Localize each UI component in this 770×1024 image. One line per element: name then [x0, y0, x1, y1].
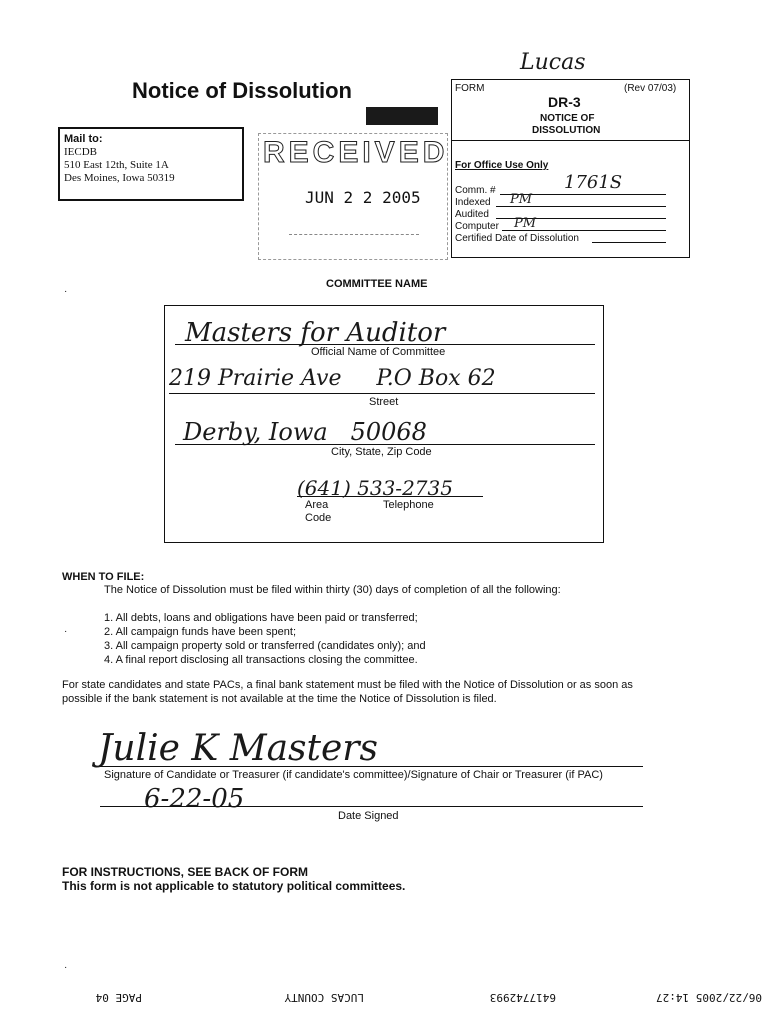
not-applicable-note: This form is not applicable to statutory political committees. — [62, 879, 406, 893]
phone-value: (641) 533-2735 — [297, 476, 453, 500]
state-note-line1: For state candidates and state PACs, a final bank statement must be filed with the Notice of Dissolution or as soon as — [62, 679, 633, 691]
office-use-heading: For Office Use Only — [455, 160, 549, 171]
stamp-word: RECEIVED — [263, 136, 449, 169]
audited-label: Audited — [455, 209, 489, 220]
form-info-box — [451, 79, 690, 258]
county-signature: Lucas — [520, 50, 586, 75]
street-caption: Street — [369, 396, 399, 408]
fax-header — [0, 986, 770, 1006]
comm-label: Comm. # — [455, 185, 496, 196]
indexed-initials: PM — [510, 192, 533, 207]
telephone-caption: Telephone — [383, 499, 434, 511]
fax-page: PAGE 04 — [95, 991, 142, 1004]
state-note-line2: possible if the bank statement is not available at the time the Notice of Dissolution is filed. — [62, 693, 497, 705]
mail-to-box — [58, 127, 244, 201]
handwritten-signature: Julie K Masters — [98, 728, 378, 769]
date-signed-caption: Date Signed — [338, 810, 399, 822]
list-item: 4. A final report disclosing all transactions closing the committee. — [104, 654, 418, 666]
fax-timestamp: 06/22/2005 14:27 — [656, 991, 762, 1004]
city-caption: City, State, Zip Code — [331, 446, 432, 458]
area-code-caption-1: Area — [305, 499, 329, 511]
area-code-caption-2: Code — [305, 512, 332, 524]
comm-number: 1761S — [564, 172, 623, 193]
when-to-file-intro: The Notice of Dissolution must be filed within thirty (30) days of completion of all the following: — [104, 584, 561, 596]
committee-section-title: COMMITTEE NAME — [326, 278, 428, 290]
mail-to-line1: IECDB — [64, 146, 97, 158]
stamp-date: JUN 2 2 2005 — [305, 188, 421, 207]
certified-date-label: Certified Date of Dissolution — [455, 233, 579, 244]
form-subtitle-1: NOTICE OF — [540, 113, 595, 124]
form-code: DR-3 — [548, 94, 581, 110]
mail-to-line3: Des Moines, Iowa 50319 — [64, 172, 175, 184]
fax-number: 6417742993 — [489, 991, 556, 1004]
committee-box — [164, 305, 604, 543]
redaction-bar — [366, 107, 438, 125]
fax-county: LUCAS COUNTY — [284, 991, 364, 1004]
date-signed-value: 6-22-05 — [144, 784, 245, 814]
list-item: 2. All campaign funds have been spent; — [104, 626, 297, 638]
computer-label: Computer — [455, 221, 499, 232]
list-item: 1. All debts, loans and obligations have been paid or transferred; — [104, 612, 418, 624]
form-revision: (Rev 07/03) — [624, 83, 677, 94]
mail-to-heading: Mail to: — [64, 133, 103, 145]
street-value: 219 Prairie Ave P.O Box 62 — [169, 366, 496, 391]
committee-name-value: Masters for Auditor — [185, 318, 446, 348]
signature-caption: Signature of Candidate or Treasurer (if candidate's committee)/Signature of Chair or Treasurer (if PAC) — [104, 769, 603, 781]
committee-name-caption: Official Name of Committee — [311, 346, 446, 358]
indexed-label: Indexed — [455, 197, 491, 208]
when-to-file-list — [104, 611, 426, 667]
received-stamp — [258, 133, 448, 260]
city-value: Derby, Iowa 50068 — [183, 418, 427, 446]
when-to-file-heading: WHEN TO FILE: — [62, 571, 145, 583]
list-item: 3. All campaign property sold or transferred (candidates only); and — [104, 640, 426, 652]
computer-initials: PM — [514, 216, 537, 231]
form-subtitle-2: DISSOLUTION — [532, 125, 601, 136]
instructions-note: FOR INSTRUCTIONS, SEE BACK OF FORM — [62, 865, 308, 879]
form-label: FORM — [455, 83, 485, 94]
mail-to-line2: 510 East 12th, Suite 1A — [64, 159, 169, 171]
page-title: Notice of Dissolution — [132, 78, 352, 103]
